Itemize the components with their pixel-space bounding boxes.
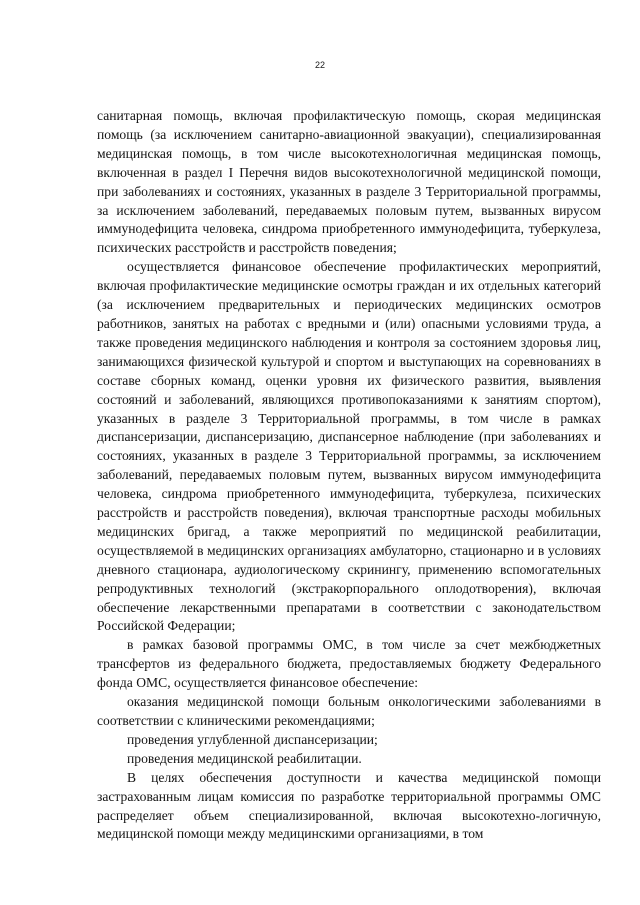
paragraph-base-program-financing: в рамках базовой программы ОМС, в том числе за счет межбюджетных трансфертов из федерального бюджета, предоставляемых бюджету Федерального фонда ОМС, осуществляется финансовое обеспечение: bbox=[97, 637, 601, 691]
paragraph-preventive-financing: осуществляется финансовое обеспечение профилактических мероприятий, включая профилактические медицинские осмотры граждан и их отдельных категорий (за исключением предварительных и периодических медицинских осмотров работников, занятых на работах с вредными и (или) опасными условиями труда, а также проведения медицинского наблюдения и контроля за состоянием здоровья лиц, занимающихся физической культурой и спортом и выступающих на соревнованиях в составе сборных команд, оценки уровня их физического развития, выявления состояний и заболеваний, являющихся противопоказаниями к занятиям спортом), указанных в разделе 3 Территориальной программы, в том числе в рамках диспансеризации, диспансеризацию, диспансерное наблюдение (при заболеваниях и состояниях, указанных в разделе 3 Территориальной программы, за исключением заболеваний, передаваемых половым путем, вызванных вирусом иммунодефицита человека, синдрома приобретенного иммунодефицита, туберкулеза, психических расстройств и расстройств поведения), включая транспортные расходы мобильных медицинских бригад, а также мероприятий по медицинской реабилитации, осуществляемой в медицинских организациях амбулаторно, стационарно и в условиях дневного стационара, аудиологическому скринингу, применению вспомогательных репродуктивных технологий (экстракорпорального оплодотворения), включая обеспечение лекарственными препаратами в соответствии с законодательством Российской Федерации; bbox=[97, 259, 601, 634]
list-item-in-depth-screening: проведения углубленной диспансеризации; bbox=[127, 731, 378, 747]
paragraph-volume-distribution: В целях обеспечения доступности и качества медицинской помощи застрахованным лицам комиссия по разработке территориальной программы ОМС распределяет объем специализированной, включая высокотехно-логичную, медицинской помощи между медицинскими организациями, в том bbox=[97, 769, 601, 842]
list-item-oncology-care: оказания медицинской помощи больным онкологическими заболеваниями в соответствии с клиническими рекомендациями; bbox=[97, 694, 601, 728]
list-item-rehabilitation: проведения медицинской реабилитации. bbox=[127, 750, 362, 766]
document-body bbox=[97, 107, 601, 844]
paragraph-care-types: санитарная помощь, включая профилактическую помощь, скорая медицинская помощь (за исключением санитарно-авиационной эвакуации), специализированная медицинская помощь, в том числе высокотехнологичная медицинская помощь, включенная в раздел I Перечня видов высокотехнологичной медицинской помощи, при заболеваниях и состояниях, указанных в разделе 3 Территориальной программы, за исключением заболеваний, передаваемых половым путем, вызванных вирусом иммунодефицита человека, синдрома приобретенного иммунодефицита, туберкулеза, психических расстройств и расстройств поведения; bbox=[97, 108, 601, 256]
page-number: 22 bbox=[314, 60, 325, 70]
